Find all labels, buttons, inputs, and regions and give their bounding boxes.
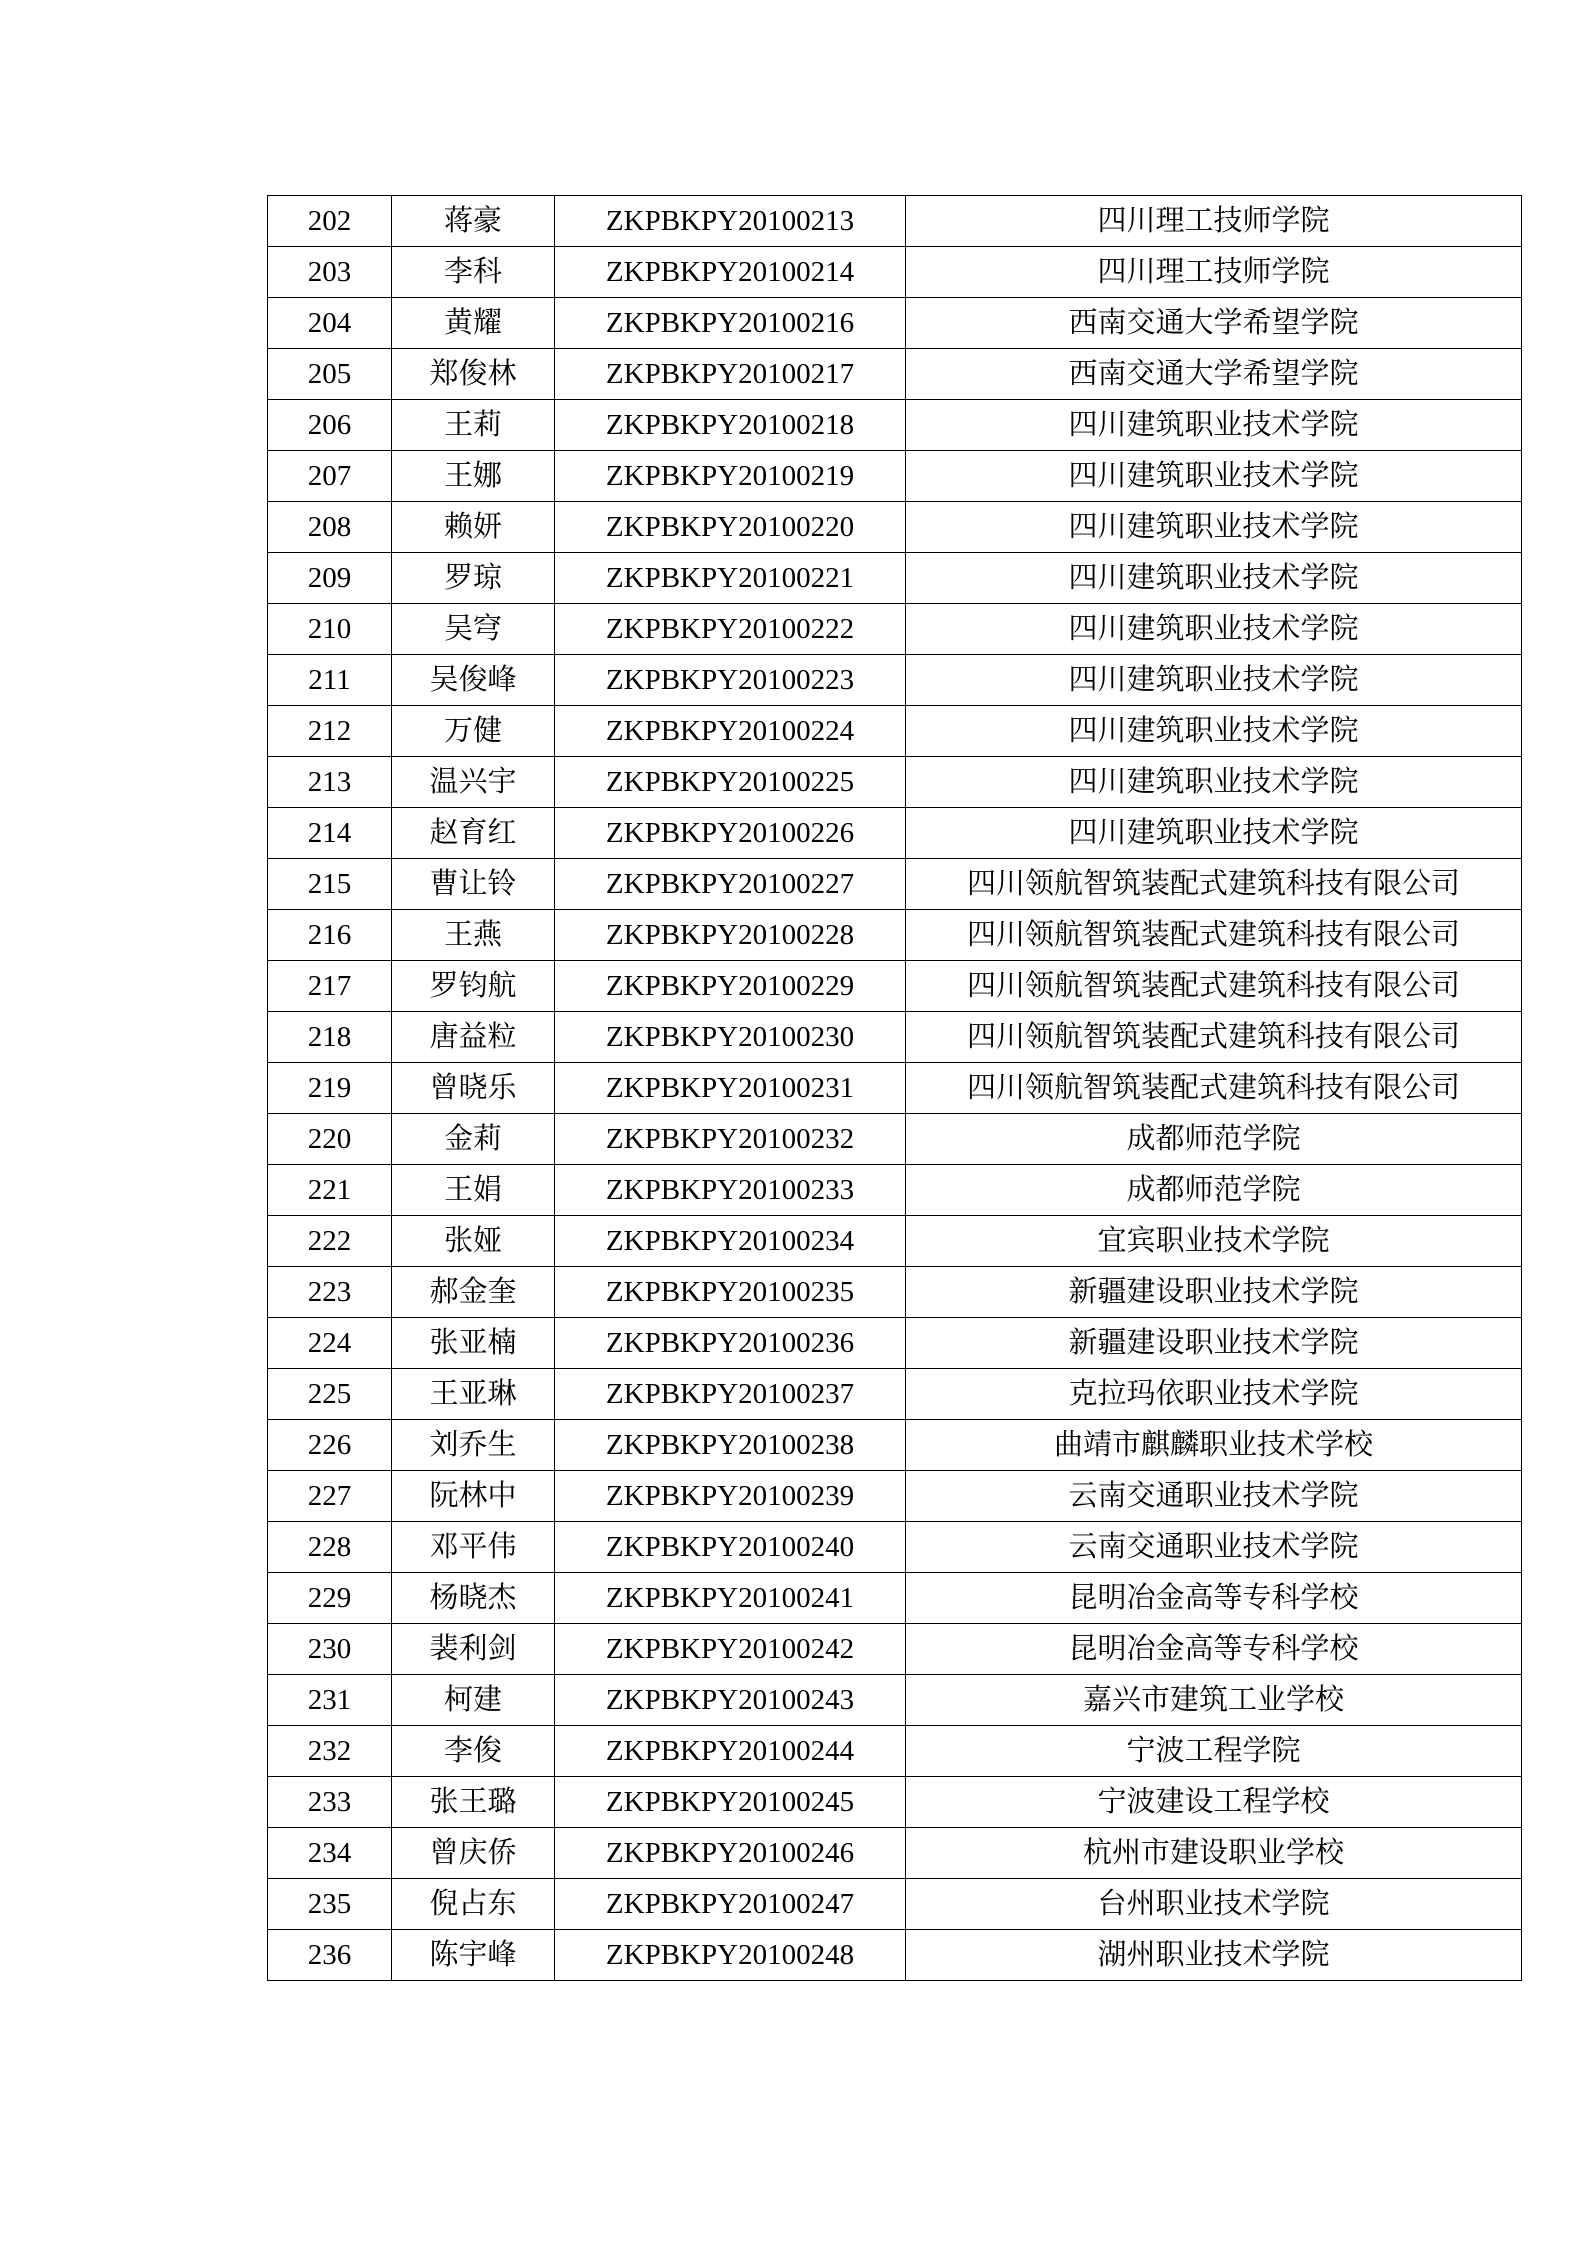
person-name-cell: 张亚楠 (392, 1318, 555, 1369)
person-name-cell: 赖妍 (392, 502, 555, 553)
row-number-cell: 215 (268, 859, 392, 910)
table-row (268, 961, 1522, 1012)
row-number-cell: 218 (268, 1012, 392, 1063)
person-name-cell: 罗钧航 (392, 961, 555, 1012)
row-number-cell: 224 (268, 1318, 392, 1369)
organization-cell: 成都师范学院 (906, 1114, 1522, 1165)
table-row (268, 349, 1522, 400)
organization-cell: 四川建筑职业技术学院 (906, 604, 1522, 655)
person-name-cell: 张娅 (392, 1216, 555, 1267)
table-row (268, 1573, 1522, 1624)
roster-table (267, 195, 1522, 1981)
certificate-id-cell: ZKPBKPY20100216 (555, 298, 906, 349)
table-row (268, 1420, 1522, 1471)
table-row (268, 451, 1522, 502)
person-name-cell: 王燕 (392, 910, 555, 961)
row-number-cell: 225 (268, 1369, 392, 1420)
certificate-id-cell: ZKPBKPY20100237 (555, 1369, 906, 1420)
table-row (268, 247, 1522, 298)
row-number-cell: 230 (268, 1624, 392, 1675)
person-name-cell: 郑俊林 (392, 349, 555, 400)
table-row (268, 1063, 1522, 1114)
row-number-cell: 203 (268, 247, 392, 298)
certificate-id-cell: ZKPBKPY20100219 (555, 451, 906, 502)
row-number-cell: 219 (268, 1063, 392, 1114)
row-number-cell: 233 (268, 1777, 392, 1828)
certificate-id-cell: ZKPBKPY20100217 (555, 349, 906, 400)
row-number-cell: 206 (268, 400, 392, 451)
person-name-cell: 倪占东 (392, 1879, 555, 1930)
table-row (268, 1318, 1522, 1369)
person-name-cell: 邓平伟 (392, 1522, 555, 1573)
certificate-id-cell: ZKPBKPY20100242 (555, 1624, 906, 1675)
row-number-cell: 234 (268, 1828, 392, 1879)
person-name-cell: 吴穹 (392, 604, 555, 655)
person-name-cell: 曾晓乐 (392, 1063, 555, 1114)
organization-cell: 四川建筑职业技术学院 (906, 706, 1522, 757)
table-row (268, 1012, 1522, 1063)
organization-cell: 云南交通职业技术学院 (906, 1471, 1522, 1522)
certificate-id-cell: ZKPBKPY20100213 (555, 196, 906, 247)
organization-cell: 四川建筑职业技术学院 (906, 808, 1522, 859)
organization-cell: 西南交通大学希望学院 (906, 298, 1522, 349)
certificate-id-cell: ZKPBKPY20100228 (555, 910, 906, 961)
person-name-cell: 温兴宇 (392, 757, 555, 808)
certificate-id-cell: ZKPBKPY20100240 (555, 1522, 906, 1573)
person-name-cell: 曾庆侨 (392, 1828, 555, 1879)
table-row (268, 196, 1522, 247)
row-number-cell: 202 (268, 196, 392, 247)
certificate-id-cell: ZKPBKPY20100244 (555, 1726, 906, 1777)
person-name-cell: 王娜 (392, 451, 555, 502)
organization-cell: 杭州市建设职业学校 (906, 1828, 1522, 1879)
row-number-cell: 211 (268, 655, 392, 706)
organization-cell: 四川理工技师学院 (906, 196, 1522, 247)
row-number-cell: 213 (268, 757, 392, 808)
certificate-id-cell: ZKPBKPY20100243 (555, 1675, 906, 1726)
table-row (268, 1165, 1522, 1216)
table-row (268, 1267, 1522, 1318)
table-row (268, 604, 1522, 655)
organization-cell: 四川领航智筑装配式建筑科技有限公司 (906, 961, 1522, 1012)
certificate-id-cell: ZKPBKPY20100214 (555, 247, 906, 298)
person-name-cell: 裴利剑 (392, 1624, 555, 1675)
row-number-cell: 204 (268, 298, 392, 349)
table-row (268, 655, 1522, 706)
organization-cell: 四川建筑职业技术学院 (906, 757, 1522, 808)
person-name-cell: 唐益粒 (392, 1012, 555, 1063)
certificate-id-cell: ZKPBKPY20100239 (555, 1471, 906, 1522)
row-number-cell: 232 (268, 1726, 392, 1777)
table-row (268, 502, 1522, 553)
organization-cell: 台州职业技术学院 (906, 1879, 1522, 1930)
certificate-id-cell: ZKPBKPY20100222 (555, 604, 906, 655)
row-number-cell: 223 (268, 1267, 392, 1318)
table-row (268, 1879, 1522, 1930)
certificate-id-cell: ZKPBKPY20100248 (555, 1930, 906, 1981)
table-row (268, 1114, 1522, 1165)
person-name-cell: 陈宇峰 (392, 1930, 555, 1981)
certificate-id-cell: ZKPBKPY20100230 (555, 1012, 906, 1063)
organization-cell: 四川建筑职业技术学院 (906, 451, 1522, 502)
table-row (268, 1522, 1522, 1573)
organization-cell: 四川领航智筑装配式建筑科技有限公司 (906, 859, 1522, 910)
organization-cell: 西南交通大学希望学院 (906, 349, 1522, 400)
row-number-cell: 208 (268, 502, 392, 553)
person-name-cell: 吴俊峰 (392, 655, 555, 706)
organization-cell: 曲靖市麒麟职业技术学校 (906, 1420, 1522, 1471)
table-row (268, 1675, 1522, 1726)
organization-cell: 宜宾职业技术学院 (906, 1216, 1522, 1267)
certificate-id-cell: ZKPBKPY20100235 (555, 1267, 906, 1318)
table-row (268, 1369, 1522, 1420)
person-name-cell: 张王璐 (392, 1777, 555, 1828)
row-number-cell: 220 (268, 1114, 392, 1165)
certificate-id-cell: ZKPBKPY20100246 (555, 1828, 906, 1879)
row-number-cell: 227 (268, 1471, 392, 1522)
table-row (268, 808, 1522, 859)
organization-cell: 四川建筑职业技术学院 (906, 502, 1522, 553)
organization-cell: 克拉玛依职业技术学院 (906, 1369, 1522, 1420)
row-number-cell: 229 (268, 1573, 392, 1624)
table-row (268, 1471, 1522, 1522)
organization-cell: 四川领航智筑装配式建筑科技有限公司 (906, 1012, 1522, 1063)
certificate-id-cell: ZKPBKPY20100247 (555, 1879, 906, 1930)
certificate-id-cell: ZKPBKPY20100233 (555, 1165, 906, 1216)
organization-cell: 昆明冶金高等专科学校 (906, 1573, 1522, 1624)
table-row (268, 553, 1522, 604)
row-number-cell: 228 (268, 1522, 392, 1573)
organization-cell: 四川建筑职业技术学院 (906, 655, 1522, 706)
organization-cell: 湖州职业技术学院 (906, 1930, 1522, 1981)
certificate-id-cell: ZKPBKPY20100223 (555, 655, 906, 706)
person-name-cell: 柯建 (392, 1675, 555, 1726)
certificate-id-cell: ZKPBKPY20100234 (555, 1216, 906, 1267)
certificate-id-cell: ZKPBKPY20100226 (555, 808, 906, 859)
table-row (268, 1726, 1522, 1777)
person-name-cell: 万健 (392, 706, 555, 757)
row-number-cell: 212 (268, 706, 392, 757)
row-number-cell: 207 (268, 451, 392, 502)
organization-cell: 四川领航智筑装配式建筑科技有限公司 (906, 910, 1522, 961)
organization-cell: 新疆建设职业技术学院 (906, 1318, 1522, 1369)
table-row (268, 1216, 1522, 1267)
table-row (268, 706, 1522, 757)
row-number-cell: 235 (268, 1879, 392, 1930)
row-number-cell: 210 (268, 604, 392, 655)
certificate-id-cell: ZKPBKPY20100236 (555, 1318, 906, 1369)
roster-table-body (268, 196, 1522, 1981)
organization-cell: 嘉兴市建筑工业学校 (906, 1675, 1522, 1726)
table-row (268, 1930, 1522, 1981)
table-row (268, 910, 1522, 961)
person-name-cell: 赵育红 (392, 808, 555, 859)
row-number-cell: 221 (268, 1165, 392, 1216)
table-row (268, 757, 1522, 808)
row-number-cell: 231 (268, 1675, 392, 1726)
person-name-cell: 王亚琳 (392, 1369, 555, 1420)
table-row (268, 1777, 1522, 1828)
person-name-cell: 王莉 (392, 400, 555, 451)
person-name-cell: 金莉 (392, 1114, 555, 1165)
certificate-id-cell: ZKPBKPY20100231 (555, 1063, 906, 1114)
certificate-id-cell: ZKPBKPY20100245 (555, 1777, 906, 1828)
person-name-cell: 杨晓杰 (392, 1573, 555, 1624)
row-number-cell: 217 (268, 961, 392, 1012)
person-name-cell: 郝金奎 (392, 1267, 555, 1318)
row-number-cell: 222 (268, 1216, 392, 1267)
row-number-cell: 236 (268, 1930, 392, 1981)
organization-cell: 昆明冶金高等专科学校 (906, 1624, 1522, 1675)
organization-cell: 四川领航智筑装配式建筑科技有限公司 (906, 1063, 1522, 1114)
certificate-id-cell: ZKPBKPY20100224 (555, 706, 906, 757)
certificate-id-cell: ZKPBKPY20100232 (555, 1114, 906, 1165)
row-number-cell: 209 (268, 553, 392, 604)
organization-cell: 宁波建设工程学校 (906, 1777, 1522, 1828)
person-name-cell: 曹让铃 (392, 859, 555, 910)
row-number-cell: 214 (268, 808, 392, 859)
table-row (268, 1624, 1522, 1675)
person-name-cell: 阮林中 (392, 1471, 555, 1522)
table-row (268, 859, 1522, 910)
person-name-cell: 罗琼 (392, 553, 555, 604)
row-number-cell: 205 (268, 349, 392, 400)
person-name-cell: 黄耀 (392, 298, 555, 349)
organization-cell: 四川建筑职业技术学院 (906, 400, 1522, 451)
certificate-id-cell: ZKPBKPY20100218 (555, 400, 906, 451)
person-name-cell: 蒋豪 (392, 196, 555, 247)
table-row (268, 298, 1522, 349)
certificate-id-cell: ZKPBKPY20100229 (555, 961, 906, 1012)
organization-cell: 新疆建设职业技术学院 (906, 1267, 1522, 1318)
certificate-id-cell: ZKPBKPY20100227 (555, 859, 906, 910)
certificate-id-cell: ZKPBKPY20100225 (555, 757, 906, 808)
organization-cell: 四川理工技师学院 (906, 247, 1522, 298)
row-number-cell: 216 (268, 910, 392, 961)
table-row (268, 1828, 1522, 1879)
certificate-id-cell: ZKPBKPY20100221 (555, 553, 906, 604)
person-name-cell: 李俊 (392, 1726, 555, 1777)
table-row (268, 400, 1522, 451)
person-name-cell: 刘乔生 (392, 1420, 555, 1471)
organization-cell: 云南交通职业技术学院 (906, 1522, 1522, 1573)
organization-cell: 宁波工程学院 (906, 1726, 1522, 1777)
organization-cell: 四川建筑职业技术学院 (906, 553, 1522, 604)
organization-cell: 成都师范学院 (906, 1165, 1522, 1216)
person-name-cell: 李科 (392, 247, 555, 298)
certificate-id-cell: ZKPBKPY20100220 (555, 502, 906, 553)
certificate-id-cell: ZKPBKPY20100238 (555, 1420, 906, 1471)
person-name-cell: 王娟 (392, 1165, 555, 1216)
certificate-id-cell: ZKPBKPY20100241 (555, 1573, 906, 1624)
row-number-cell: 226 (268, 1420, 392, 1471)
